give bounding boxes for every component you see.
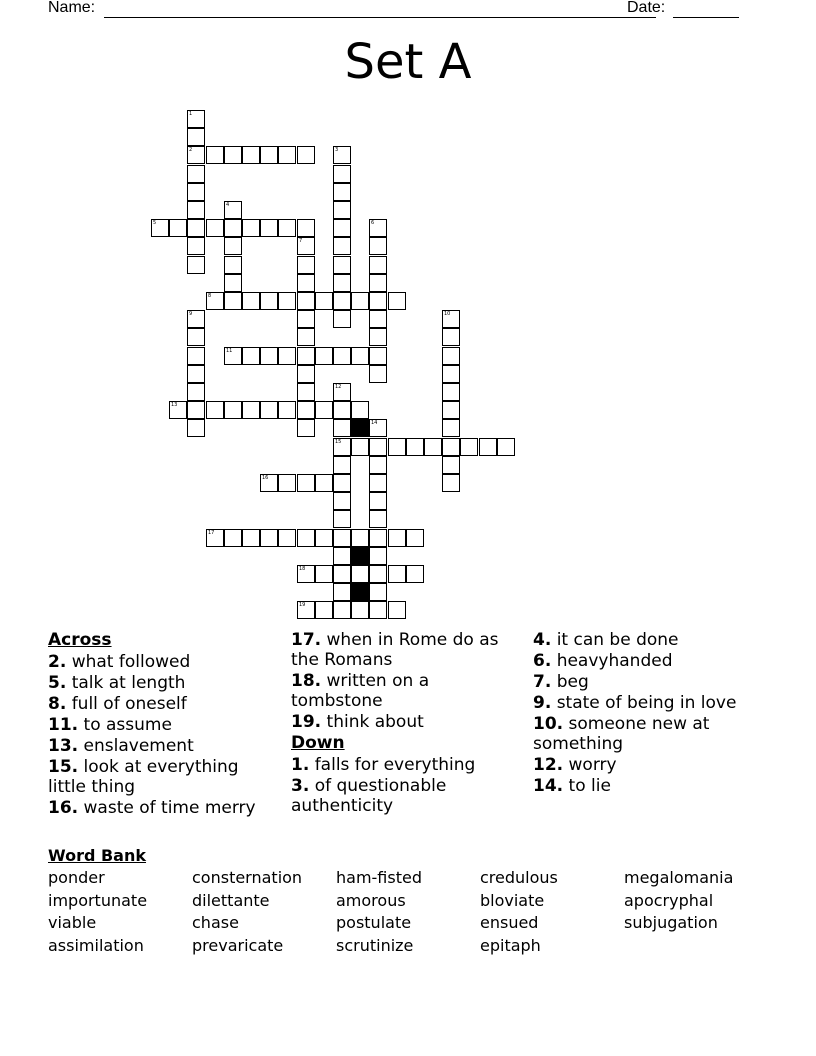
clue-number: 16 bbox=[262, 475, 269, 481]
crossword-cell[interactable] bbox=[369, 547, 387, 565]
clue-number: 19 bbox=[299, 602, 306, 608]
crossword-cell[interactable] bbox=[369, 510, 387, 528]
crossword-cell[interactable] bbox=[224, 274, 242, 292]
crossword-cell[interactable] bbox=[333, 529, 351, 547]
crossword-cell[interactable] bbox=[369, 438, 387, 456]
clue-number: 9 bbox=[189, 311, 193, 317]
crossword-cell[interactable] bbox=[187, 219, 205, 237]
crossword-cell[interactable] bbox=[187, 237, 205, 255]
crossword-cell[interactable] bbox=[388, 601, 406, 619]
crossword-cell[interactable] bbox=[315, 292, 333, 310]
crossword-cell[interactable] bbox=[333, 583, 351, 601]
crossword-cell[interactable] bbox=[388, 529, 406, 547]
word-bank-item: prevaricate bbox=[192, 935, 284, 955]
crossword-cell[interactable] bbox=[224, 256, 242, 274]
crossword-cell[interactable] bbox=[424, 438, 442, 456]
clue-number-label: 15. bbox=[48, 757, 79, 777]
clue-number-label: 19. bbox=[291, 712, 322, 732]
crossword-cell[interactable] bbox=[315, 529, 333, 547]
crossword-cell[interactable] bbox=[369, 292, 387, 310]
crossword-cell[interactable] bbox=[187, 328, 205, 346]
word-bank-item: ensued bbox=[480, 913, 539, 932]
clues-column-3 bbox=[533, 630, 763, 797]
crossword-cell[interactable] bbox=[297, 419, 315, 437]
crossword-cell[interactable] bbox=[351, 565, 369, 583]
clue bbox=[533, 672, 763, 692]
clue-text: of questionable authenticity bbox=[291, 776, 447, 816]
crossword-cell[interactable] bbox=[242, 529, 260, 547]
crossword-cell[interactable] bbox=[297, 146, 315, 164]
crossword-cell[interactable] bbox=[369, 328, 387, 346]
clue bbox=[533, 693, 763, 713]
crossword-cell[interactable] bbox=[333, 438, 351, 456]
crossword-cell[interactable] bbox=[442, 328, 460, 346]
crossword-cell[interactable] bbox=[187, 146, 205, 164]
clue-text: heavyhanded bbox=[551, 651, 673, 671]
crossword-cell[interactable] bbox=[297, 365, 315, 383]
crossword-cell[interactable] bbox=[260, 401, 278, 419]
clue-number: 18 bbox=[299, 566, 306, 572]
crossword-cell[interactable] bbox=[442, 310, 460, 328]
crossword-cell[interactable] bbox=[242, 292, 260, 310]
word-bank-item: consternation bbox=[192, 868, 303, 887]
clue-text: beg bbox=[551, 672, 589, 692]
crossword-cell[interactable] bbox=[351, 529, 369, 547]
word-bank-item: epitaph bbox=[480, 935, 541, 955]
crossword-cell[interactable] bbox=[369, 347, 387, 365]
crossword-cell[interactable] bbox=[187, 365, 205, 383]
clue bbox=[533, 630, 763, 650]
clue bbox=[291, 712, 521, 732]
crossword-cell[interactable] bbox=[224, 529, 242, 547]
crossword-cell[interactable] bbox=[151, 219, 169, 237]
clue-number: 4 bbox=[226, 202, 230, 208]
crossword-cell[interactable] bbox=[333, 347, 351, 365]
crossword-cell[interactable] bbox=[224, 219, 242, 237]
crossword-cell[interactable] bbox=[333, 401, 351, 419]
crossword-cell[interactable] bbox=[297, 383, 315, 401]
crossword-cell[interactable] bbox=[369, 474, 387, 492]
crossword-cell[interactable] bbox=[187, 128, 205, 146]
clue-number-label: 2. bbox=[48, 652, 67, 672]
clue bbox=[48, 798, 278, 818]
crossword-cell[interactable] bbox=[278, 347, 296, 365]
crossword-cell[interactable] bbox=[333, 274, 351, 292]
crossword-cell[interactable] bbox=[333, 292, 351, 310]
clue bbox=[291, 630, 521, 670]
clue-number-label: 3. bbox=[291, 776, 310, 796]
down-heading: Down bbox=[291, 733, 345, 753]
clue-text: worry bbox=[563, 755, 617, 775]
clue-number: 3 bbox=[335, 147, 339, 153]
crossword-cell[interactable] bbox=[333, 419, 351, 437]
crossword-cell[interactable] bbox=[224, 237, 242, 255]
crossword-black-cell bbox=[351, 583, 369, 601]
word-bank-item: bloviate bbox=[480, 890, 545, 910]
crossword-cell[interactable] bbox=[297, 219, 315, 237]
crossword-cell[interactable] bbox=[369, 219, 387, 237]
crossword-cell[interactable] bbox=[388, 565, 406, 583]
crossword-cell[interactable] bbox=[369, 256, 387, 274]
crossword-cell[interactable] bbox=[278, 146, 296, 164]
crossword-cell[interactable] bbox=[297, 328, 315, 346]
crossword-cell[interactable] bbox=[333, 492, 351, 510]
crossword-cell[interactable] bbox=[278, 292, 296, 310]
crossword-cell[interactable] bbox=[297, 529, 315, 547]
word-bank-item: dilettante bbox=[192, 890, 270, 910]
crossword-cell[interactable] bbox=[297, 401, 315, 419]
crossword-cell[interactable] bbox=[297, 274, 315, 292]
clue-number-label: 4. bbox=[533, 630, 552, 650]
crossword-cell[interactable] bbox=[242, 347, 260, 365]
word-bank-item: ponder bbox=[48, 868, 105, 887]
crossword-cell[interactable] bbox=[260, 347, 278, 365]
crossword-cell[interactable] bbox=[315, 601, 333, 619]
crossword-cell[interactable] bbox=[369, 237, 387, 255]
clue bbox=[533, 776, 763, 796]
crossword-cell[interactable] bbox=[242, 401, 260, 419]
crossword-cell[interactable] bbox=[479, 438, 497, 456]
crossword-cell[interactable] bbox=[333, 201, 351, 219]
crossword-cell[interactable] bbox=[169, 219, 187, 237]
clue-text: full of oneself bbox=[66, 694, 187, 714]
clue bbox=[291, 755, 521, 775]
crossword-cell[interactable] bbox=[442, 456, 460, 474]
crossword-cell[interactable] bbox=[206, 529, 224, 547]
crossword-cell[interactable] bbox=[406, 565, 424, 583]
across-heading: Across bbox=[48, 630, 112, 650]
crossword-cell[interactable] bbox=[187, 256, 205, 274]
word-bank-item: scrutinize bbox=[336, 935, 414, 955]
crossword-cell[interactable] bbox=[224, 201, 242, 219]
crossword-cell[interactable] bbox=[297, 601, 315, 619]
crossword-cell[interactable] bbox=[333, 547, 351, 565]
clue-number-label: 6. bbox=[533, 651, 552, 671]
crossword-cell[interactable] bbox=[297, 310, 315, 328]
crossword-cell[interactable] bbox=[333, 183, 351, 201]
clue-text: what followed bbox=[66, 652, 191, 672]
crossword-cell[interactable] bbox=[297, 474, 315, 492]
clue-number: 6 bbox=[371, 220, 375, 226]
crossword-cell[interactable] bbox=[442, 401, 460, 419]
crossword-cell[interactable] bbox=[442, 419, 460, 437]
crossword-cell[interactable] bbox=[169, 401, 187, 419]
clue-text: state of being in love bbox=[551, 693, 737, 713]
crossword-cell[interactable] bbox=[369, 492, 387, 510]
clue-text: written on a tombstone bbox=[291, 671, 430, 711]
word-bank-item: apocryphal bbox=[624, 890, 714, 910]
clues-column-2 bbox=[291, 630, 521, 817]
crossword-cell[interactable] bbox=[369, 274, 387, 292]
clue-number-label: 18. bbox=[291, 671, 322, 691]
page-title: Set A bbox=[344, 34, 472, 90]
crossword-cell[interactable] bbox=[369, 419, 387, 437]
crossword-cell[interactable] bbox=[187, 419, 205, 437]
word-bank-item: ham-fisted bbox=[336, 868, 422, 887]
crossword-cell[interactable] bbox=[333, 237, 351, 255]
crossword-cell[interactable] bbox=[187, 165, 205, 183]
crossword-cell[interactable] bbox=[297, 565, 315, 583]
crossword-cell[interactable] bbox=[351, 292, 369, 310]
clues-column-1 bbox=[48, 630, 278, 819]
crossword-cell[interactable] bbox=[388, 292, 406, 310]
clue-number: 11 bbox=[226, 348, 233, 354]
clue-text: someone new at something bbox=[533, 714, 710, 754]
clue-number: 14 bbox=[371, 420, 378, 426]
clue-text: to lie bbox=[563, 776, 611, 796]
word-bank-item: subjugation bbox=[624, 913, 718, 932]
crossword-cell[interactable] bbox=[333, 383, 351, 401]
clue-text: to assume bbox=[78, 715, 172, 735]
clue bbox=[48, 715, 278, 735]
clue bbox=[533, 755, 763, 775]
clue bbox=[48, 673, 278, 693]
crossword-cell[interactable] bbox=[369, 529, 387, 547]
crossword-cell[interactable] bbox=[351, 401, 369, 419]
clue-number-label: 13. bbox=[48, 736, 79, 756]
crossword-cell[interactable] bbox=[497, 438, 515, 456]
clue-number-label: 10. bbox=[533, 714, 564, 734]
clue-number-label: 16. bbox=[48, 798, 79, 818]
crossword-cell[interactable] bbox=[442, 474, 460, 492]
word-bank-item: viable bbox=[48, 913, 97, 932]
clue-number-label: 12. bbox=[533, 755, 564, 775]
crossword-cell[interactable] bbox=[206, 401, 224, 419]
crossword-cell[interactable] bbox=[187, 310, 205, 328]
clue bbox=[291, 671, 521, 711]
clue-text: talk at length bbox=[66, 673, 186, 693]
clue-number-label: 7. bbox=[533, 672, 552, 692]
crossword-cell[interactable] bbox=[260, 474, 278, 492]
clue-number: 15 bbox=[335, 439, 342, 445]
crossword-cell[interactable] bbox=[333, 165, 351, 183]
word-bank-title: Word Bank bbox=[48, 846, 147, 865]
crossword-cell[interactable] bbox=[297, 237, 315, 255]
word-bank-item: chase bbox=[192, 913, 239, 932]
crossword-cell[interactable] bbox=[224, 401, 242, 419]
clue-number: 5 bbox=[153, 220, 157, 226]
crossword-cell[interactable] bbox=[442, 383, 460, 401]
crossword-cell[interactable] bbox=[224, 292, 242, 310]
crossword-cell[interactable] bbox=[187, 110, 205, 128]
crossword-cell[interactable] bbox=[442, 347, 460, 365]
crossword-cell[interactable] bbox=[406, 438, 424, 456]
clue-text: it can be done bbox=[551, 630, 679, 650]
clue bbox=[48, 736, 278, 756]
crossword-cell[interactable] bbox=[187, 183, 205, 201]
clue-text: when in Rome do as the Romans bbox=[291, 630, 499, 670]
clue bbox=[48, 757, 278, 797]
word-bank-item: credulous bbox=[480, 868, 558, 887]
crossword-cell[interactable] bbox=[206, 146, 224, 164]
clue-number: 10 bbox=[444, 311, 451, 317]
crossword-cell[interactable] bbox=[369, 310, 387, 328]
crossword-cell[interactable] bbox=[442, 365, 460, 383]
crossword-cell[interactable] bbox=[369, 601, 387, 619]
crossword-cell[interactable] bbox=[260, 292, 278, 310]
crossword-cell[interactable] bbox=[278, 529, 296, 547]
clue bbox=[533, 651, 763, 671]
date-label: Date: bbox=[627, 0, 666, 16]
clue-number-label: 1. bbox=[291, 755, 310, 775]
word-bank-item: assimilation bbox=[48, 935, 144, 955]
crossword-cell[interactable] bbox=[333, 474, 351, 492]
clue-text: look at everything little thing bbox=[48, 757, 239, 797]
crossword-cell[interactable] bbox=[187, 401, 205, 419]
crossword-cell[interactable] bbox=[369, 365, 387, 383]
word-bank-item: postulate bbox=[336, 913, 412, 932]
crossword-cell[interactable] bbox=[351, 438, 369, 456]
crossword-cell[interactable] bbox=[278, 474, 296, 492]
crossword-cell[interactable] bbox=[369, 583, 387, 601]
clue-number-label: 14. bbox=[533, 776, 564, 796]
word-bank-item: importunate bbox=[48, 890, 148, 910]
crossword-cell[interactable] bbox=[315, 401, 333, 419]
crossword-cell[interactable] bbox=[369, 565, 387, 583]
crossword-cell[interactable] bbox=[388, 438, 406, 456]
crossword-cell[interactable] bbox=[333, 146, 351, 164]
crossword-cell[interactable] bbox=[206, 292, 224, 310]
word-bank-item: amorous bbox=[336, 890, 406, 910]
crossword-cell[interactable] bbox=[333, 456, 351, 474]
crossword-cell[interactable] bbox=[333, 510, 351, 528]
clue-number-label: 11. bbox=[48, 715, 79, 735]
crossword-cell[interactable] bbox=[333, 310, 351, 328]
crossword-cell[interactable] bbox=[333, 256, 351, 274]
crossword-cell[interactable] bbox=[242, 146, 260, 164]
crossword-black-cell bbox=[351, 419, 369, 437]
clue-number: 7 bbox=[299, 238, 303, 244]
clue-text: falls for everything bbox=[309, 755, 476, 775]
crossword-cell[interactable] bbox=[333, 219, 351, 237]
crossword-cell[interactable] bbox=[224, 146, 242, 164]
crossword-cell[interactable] bbox=[406, 529, 424, 547]
crossword-cell[interactable] bbox=[297, 292, 315, 310]
clue-text: think about bbox=[321, 712, 424, 732]
crossword-cell[interactable] bbox=[242, 219, 260, 237]
clue-number-label: 9. bbox=[533, 693, 552, 713]
crossword-cell[interactable] bbox=[278, 401, 296, 419]
crossword-cell[interactable] bbox=[224, 347, 242, 365]
clue bbox=[48, 652, 278, 672]
clue-number: 1 bbox=[189, 111, 193, 117]
crossword-cell[interactable] bbox=[260, 219, 278, 237]
clue-number: 13 bbox=[171, 402, 178, 408]
crossword-cell[interactable] bbox=[278, 219, 296, 237]
crossword-cell[interactable] bbox=[460, 438, 478, 456]
crossword-cell[interactable] bbox=[315, 565, 333, 583]
clue-number: 17 bbox=[208, 530, 215, 536]
crossword-cell[interactable] bbox=[297, 347, 315, 365]
crossword-cell[interactable] bbox=[260, 146, 278, 164]
crossword-cell[interactable] bbox=[187, 383, 205, 401]
crossword-cell[interactable] bbox=[442, 438, 460, 456]
crossword-black-cell bbox=[351, 547, 369, 565]
word-bank-item: megalomania bbox=[624, 868, 734, 887]
clue-text: waste of time merry bbox=[78, 798, 256, 818]
clue-text: enslavement bbox=[78, 736, 194, 756]
clue-number: 12 bbox=[335, 384, 342, 390]
crossword-cell[interactable] bbox=[206, 219, 224, 237]
crossword-cell[interactable] bbox=[187, 201, 205, 219]
clue bbox=[48, 694, 278, 714]
clue-number: 8 bbox=[208, 293, 212, 299]
crossword-cell[interactable] bbox=[369, 456, 387, 474]
crossword-cell[interactable] bbox=[297, 256, 315, 274]
clue-number-label: 17. bbox=[291, 630, 322, 650]
crossword-cell[interactable] bbox=[351, 601, 369, 619]
crossword-cell[interactable] bbox=[351, 347, 369, 365]
crossword-cell[interactable] bbox=[260, 529, 278, 547]
crossword-cell[interactable] bbox=[315, 474, 333, 492]
clue-number-label: 5. bbox=[48, 673, 67, 693]
crossword-cell[interactable] bbox=[315, 347, 333, 365]
clue bbox=[291, 776, 521, 816]
name-label: Name: bbox=[48, 0, 96, 16]
clue-number: 2 bbox=[189, 147, 193, 153]
clue bbox=[533, 714, 763, 754]
crossword-cell[interactable] bbox=[333, 565, 351, 583]
crossword-cell[interactable] bbox=[187, 347, 205, 365]
clue-number-label: 8. bbox=[48, 694, 67, 714]
crossword-cell[interactable] bbox=[333, 601, 351, 619]
